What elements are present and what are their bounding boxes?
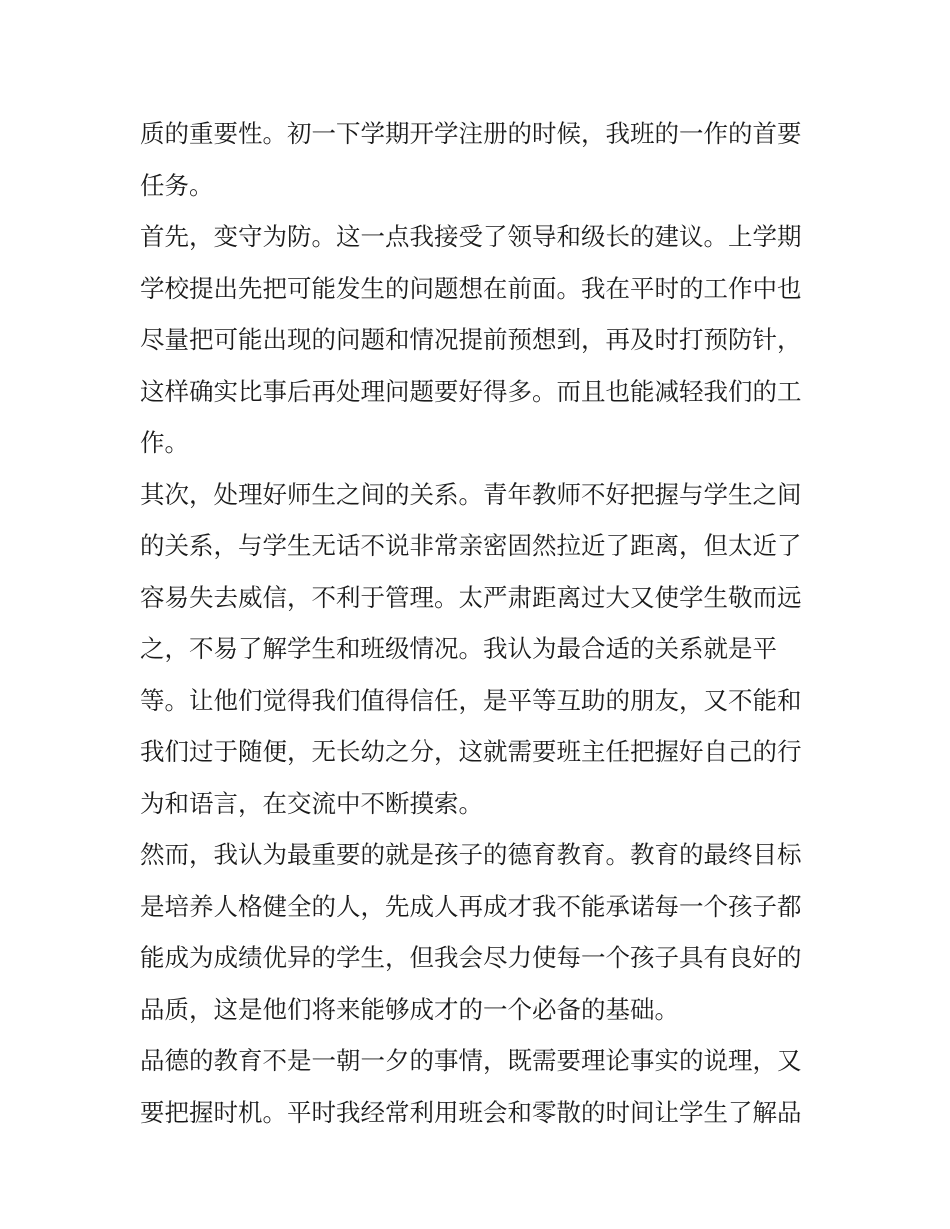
text-line: 其次，处理好师生之间的关系。青年教师不好把握与学生之间 xyxy=(140,479,802,509)
text-line: 的关系，与学生无话不说非常亲密固然拉近了距离，但太近了 xyxy=(140,531,802,560)
text-line: 品质，这是他们将来能够成才的一个必备的基础。 xyxy=(140,994,679,1024)
text-line: 为和语言，在交流中不断摸索。 xyxy=(140,788,483,818)
text-line: 要把握时机。平时我经常利用班会和零散的时间让学生了解品 xyxy=(140,1097,802,1127)
text-line: 任务。 xyxy=(140,170,214,200)
text-line: 学校提出先把可能发生的问题想在前面。我在平时的工作中也 xyxy=(140,273,802,303)
text-line: 之，不易了解学生和班级情况。我认为最合适的关系就是平 xyxy=(140,634,777,663)
text-line: 作。 xyxy=(140,428,189,457)
text-line: 能成为成绩优异的学生，但我会尽力使每一个孩子具有良好的 xyxy=(140,943,802,972)
text-line: 是培养人格健全的人，先成人再成才我不能承诺每一个孩子都 xyxy=(140,891,802,921)
text-line: 等。让他们觉得我们值得信任，是平等互助的朋友，又不能和 xyxy=(140,685,802,715)
body-text xyxy=(140,108,820,1138)
text-line: 然而，我认为最重要的就是孩子的德育教育。教育的最终目标 xyxy=(140,840,802,869)
text-line: 这样确实比事后再处理问题要好得多。而且也能减轻我们的工 xyxy=(140,376,802,406)
text-line: 首先，变守为防。这一点我接受了领导和级长的建议。上学期 xyxy=(140,222,802,251)
text-line: 品德的教育不是一朝一夕的事情，既需要理论事实的说理，又 xyxy=(140,1046,802,1075)
text-line: 尽量把可能出现的问题和情况提前预想到，再及时打预防针， xyxy=(140,325,802,354)
text-line: 质的重要性。初一下学期开学注册的时候，我班的一作的首要 xyxy=(140,119,802,148)
text-line: 我们过于随便，无长幼之分，这就需要班主任把握好自己的行 xyxy=(140,737,802,766)
text-line: 容易失去威信，不利于管理。太严肃距离过大又使学生敬而远 xyxy=(140,582,802,612)
